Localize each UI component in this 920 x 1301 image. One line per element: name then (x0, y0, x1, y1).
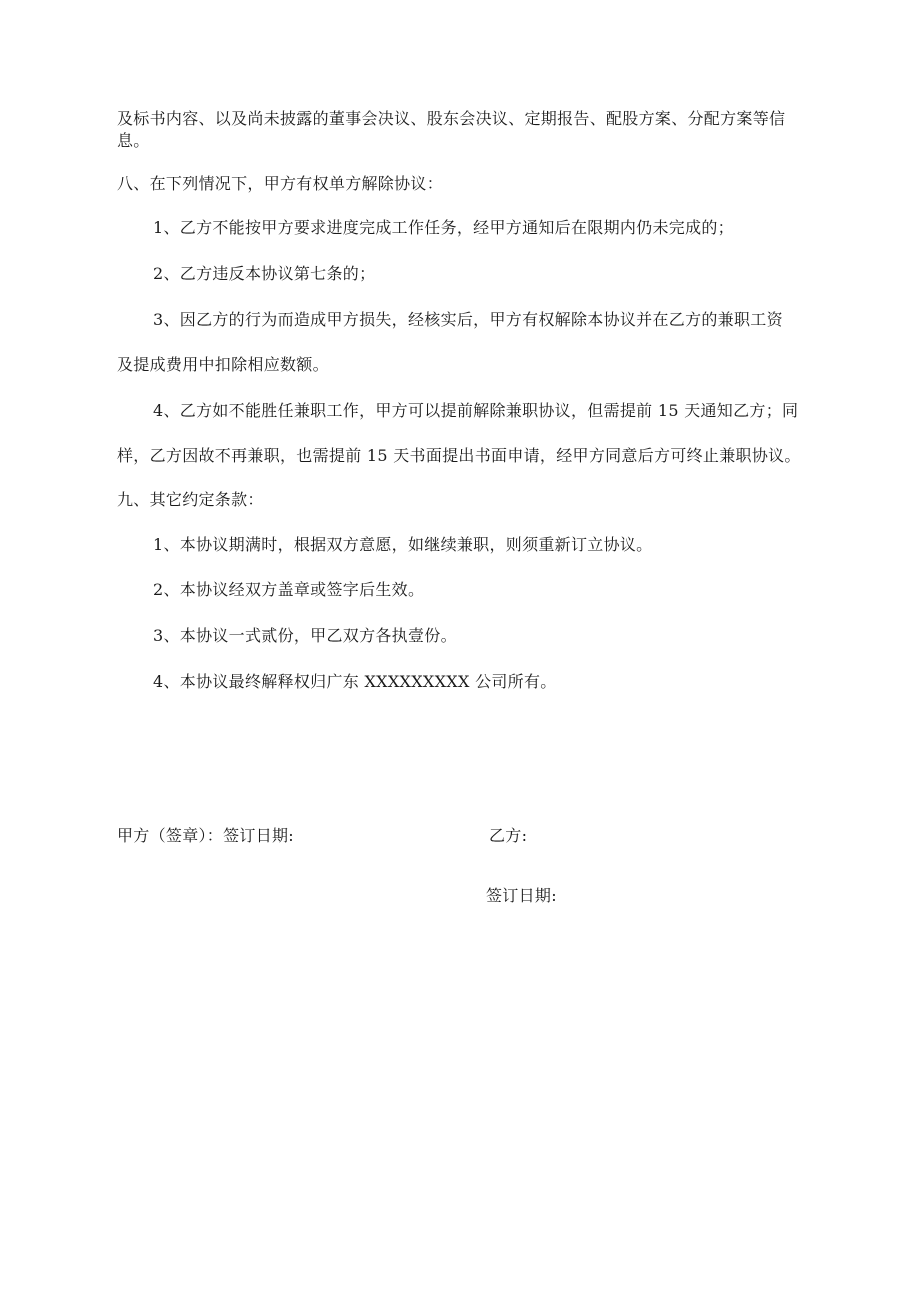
intro-continuation-paragraph: 及标书内容、以及尚未披露的董事会决议、股东会决议、定期报告、配股方案、分配方案等信息。 (117, 109, 786, 150)
section-9-heading: 九、其它约定条款： (117, 490, 264, 509)
section-9-item-2: 2、本协议经双方盖章或签字后生效。 (153, 580, 425, 599)
section-9-item-3: 3、本协议一式贰份，甲乙双方各执壹份。 (153, 626, 457, 645)
section-8-item-2: 2、乙方违反本协议第七条的； (153, 264, 376, 283)
section-8-item-3-line-1: 3、因乙方的行为而造成甲方损失，经核实后，甲方有权解除本协议并在乙方的兼职工资 (153, 310, 783, 329)
section-8-heading: 八、在下列情况下，甲方有权单方解除协议： (117, 174, 444, 193)
party-b-signing-date: 签订日期: (486, 886, 557, 905)
section-9-item-4: 4、本协议最终解释权归广东 XXXXXXXXX 公司所有。 (153, 672, 557, 691)
section-8-item-1: 1、乙方不能按甲方要求进度完成工作任务，经甲方通知后在限期内仍未完成的； (153, 218, 734, 237)
section-8-item-4-line-1: 4、乙方如不能胜任兼职工作，甲方可以提前解除兼职协议，但需提前 15 天通知乙方；同 (153, 401, 799, 420)
section-8-item-3-line-2: 及提成费用中扣除相应数额。 (117, 355, 329, 374)
section-9-item-1: 1、本协议期满时，根据双方意愿，如继续兼职，则须重新订立协议。 (153, 535, 653, 554)
party-a-signature: 甲方（签章）：签订日期: (117, 826, 294, 845)
party-b-signature: 乙方: (489, 826, 528, 845)
section-8-item-4-line-2: 样，乙方因故不再兼职，也需提前 15 天书面提出书面申请，经甲方同意后方可终止兼职协议。 (117, 446, 801, 465)
